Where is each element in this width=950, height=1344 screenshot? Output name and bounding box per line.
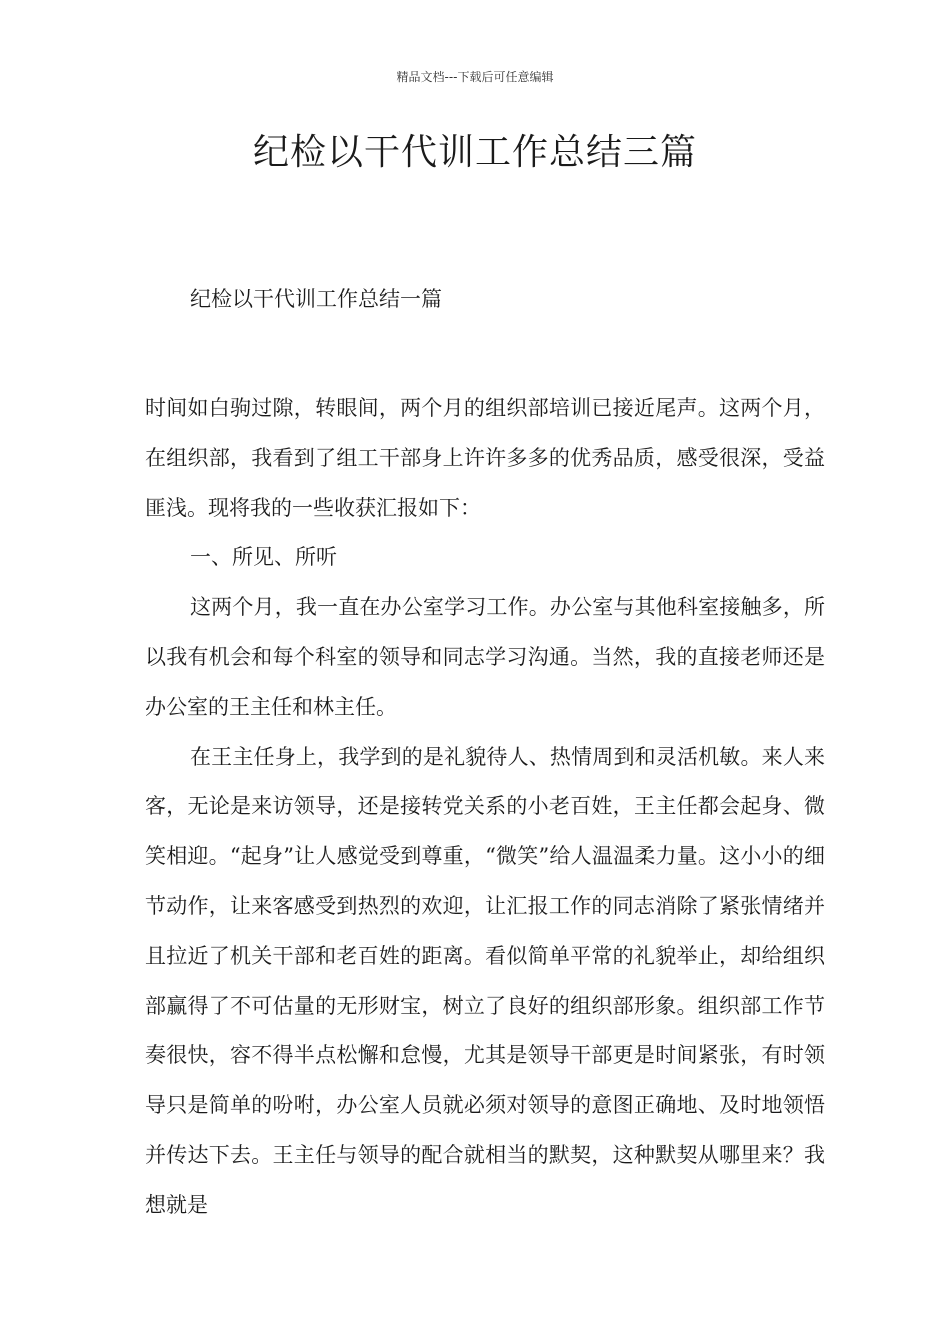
paragraph: 这两个月，我一直在办公室学习工作。办公室与其他科室接触多，所以我有机会和每个科室的领导和同志学习沟通。当然，我的直接老师还是办公室的王主任和林主任。 [145,595,825,719]
section-heading: 一、所见、所听 [190,545,337,570]
document-title: 纪检以干代训工作总结三篇 [252,132,697,173]
header-note: 精品文档---下载后可任意编辑 [396,70,554,84]
body-text [145,384,825,1231]
section-subtitle: 纪检以干代训工作总结一篇 [190,287,442,311]
paragraph: 在王主任身上，我学到的是礼貌待人、热情周到和灵活机敏。来人来客，无论是来访领导，还是接转党关系的小老百姓，王主任都会起身、微笑相迎。“起身”让人感觉受到尊重，“微笑”给人温温柔力量。这小小的细节动作，让来客感受到热烈的欢迎，让汇报工作的同志消除了紧张情绪并且拉近了机关干部和老百姓的距离。看似简单平常的礼貌举止，却给组织部赢得了不可估量的无形财宝，树立了良好的组织部形象。组织部工作节奏很快，容不得半点松懈和怠慢，尤其是领导干部更是时间紧张，有时领导只是简单的吩咐，办公室人员就必须对领导的意图正确地、及时地领悟并传达下去。王主任与领导的配合就相当的默契，这种默契从哪里来？我想就是 [145,744,825,1217]
paragraph: 时间如白驹过隙，转眼间，两个月的组织部培训已接近尾声。这两个月，在组织部，我看到了组工干部身上许许多多的优秀品质，感受很深，受益匪浅。现将我的一些收获汇报如下： [145,396,825,520]
